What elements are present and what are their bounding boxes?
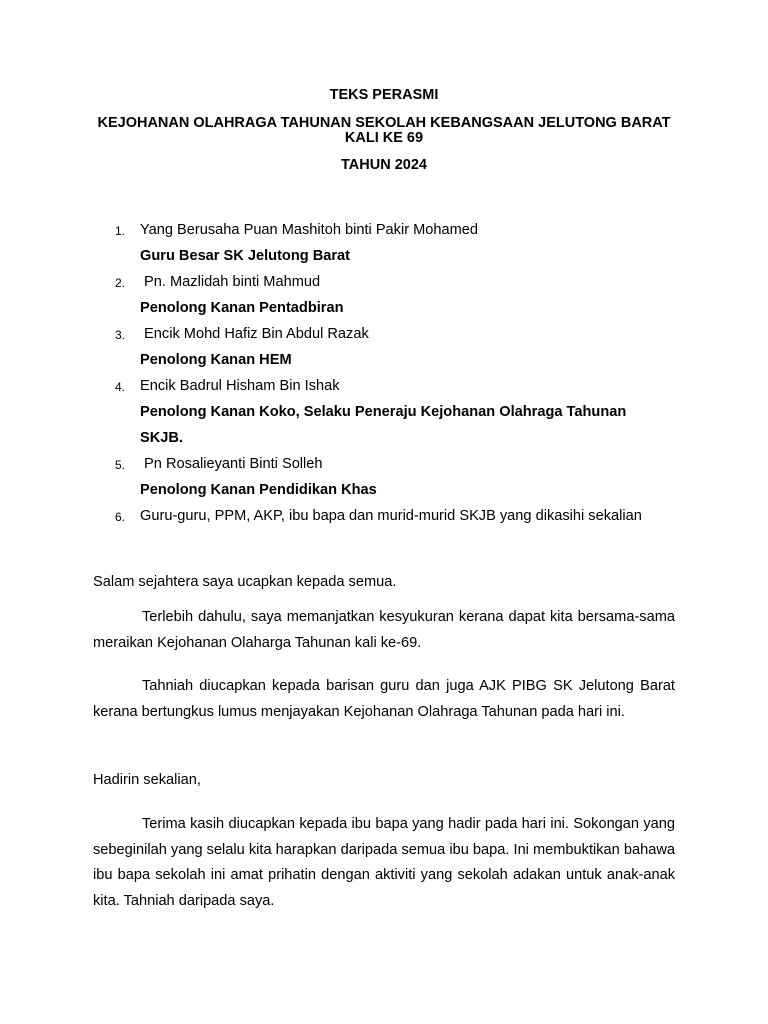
body-paragraph-3: Terima kasih diucapkan kepada ibu bapa yang hadir pada hari ini. Sokongan yang sebeginilah yang selalu kita harapkan daripada semua ibu bapa. Ini membuktikan bahawa ibu bapa sekolah ini amat prihatin dengan aktiviti yang sekolah adakan untuk anak-anak kita. Tahniah daripada saya. <box>93 816 675 909</box>
address-line: Hadirin sekalian, <box>93 772 201 788</box>
salutation-name: Guru-guru, PPM, AKP, ibu bapa dan murid-murid SKJB yang dikasihi sekalian <box>140 508 642 524</box>
list-item <box>93 451 693 477</box>
salutation-role: Guru Besar SK Jelutong Barat <box>140 248 351 264</box>
list-number: 3. <box>115 328 126 342</box>
document-year: TAHUN 2024 <box>341 157 427 173</box>
list-item <box>93 503 693 529</box>
list-item <box>93 321 693 347</box>
body-paragraph-1: Terlebih dahulu, saya memanjatkan kesyukuran kerana dapat kita bersama-sama meraikan Kejohanan Olaharga Tahunan kali ke-69. <box>93 609 675 651</box>
salutation-name: Encik Mohd Hafiz Bin Abdul Razak <box>140 326 369 342</box>
salutation-name: Yang Berusaha Puan Mashitoh binti Pakir Mohamed <box>140 222 479 238</box>
list-number: 1. <box>115 224 126 238</box>
document-subtitle: KEJOHANAN OLAHRAGA TAHUNAN SEKOLAH KEBANGSAAN JELUTONG BARAT KALI KE 69 <box>97 115 671 146</box>
salutation-name: Pn Rosalieyanti Binti Solleh <box>140 456 323 472</box>
salutation-role-continued: SKJB. <box>140 430 183 446</box>
salutation-list <box>93 217 693 529</box>
list-item <box>93 373 693 399</box>
salutation-name: Encik Badrul Hisham Bin Ishak <box>140 378 340 394</box>
greeting-paragraph: Salam sejahtera saya ucapkan kepada semua. <box>93 574 397 590</box>
list-number: 2. <box>115 276 126 290</box>
salutation-role: Penolong Kanan Pendidikan Khas <box>140 482 377 498</box>
salutation-role: Penolong Kanan Pentadbiran <box>140 300 344 316</box>
salutation-role: Penolong Kanan HEM <box>140 352 292 368</box>
list-item <box>93 217 693 243</box>
salutation-name: Pn. Mazlidah binti Mahmud <box>140 274 321 290</box>
list-number: 6. <box>115 510 126 524</box>
list-number: 4. <box>115 380 126 394</box>
list-number: 5. <box>115 458 126 472</box>
list-item <box>93 269 693 295</box>
body-paragraph-2: Tahniah diucapkan kepada barisan guru dan juga AJK PIBG SK Jelutong Barat kerana bertungkus lumus menjayakan Kejohanan Olahraga Tahunan pada hari ini. <box>93 678 675 720</box>
document-title: TEKS PERASMI <box>329 87 439 103</box>
salutation-role: Penolong Kanan Koko, Selaku Peneraju Kejohanan Olahraga Tahunan <box>140 404 627 420</box>
